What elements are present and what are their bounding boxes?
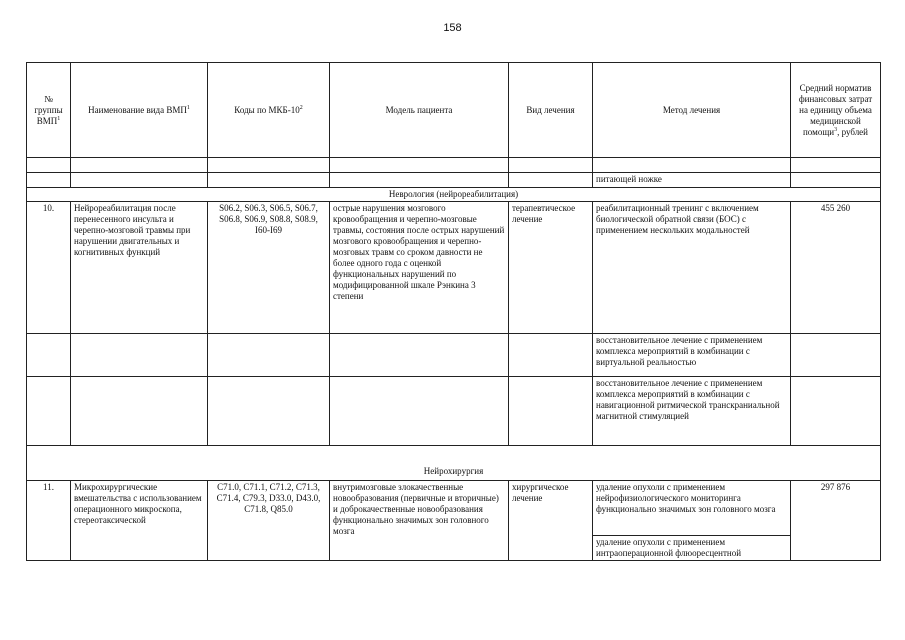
table-row [27, 481, 881, 536]
treatment-type-cell: хирургическое лечение [509, 481, 593, 561]
method-cell: реабилитационный тренинг с включением биологической обратной связи (БОС) с применением нескольких модальностей [593, 202, 791, 334]
vmp-table [26, 62, 881, 561]
cost-cell: 455 260 [791, 202, 881, 334]
section-title: Нейрохирургия [27, 446, 881, 481]
header-vmp-name: Наименование вида ВМП$^1$ [71, 63, 208, 158]
section-row [27, 188, 881, 202]
icd-codes-cell: C71.0, C71.1, C71.2, C71.3, C71.4, C79.3, D33.0, D43.0, C71.8, Q85.0 [208, 481, 330, 561]
header-avg-cost: Средний норматив финансовых затрат на единицу объема медицинской помощи$^3$, рублей [791, 63, 881, 158]
method-cell: удаление опухоли с применением интраоперационной флюоресцентной [593, 536, 791, 561]
vmp-name-cell: Микрохирургические вмешательства с использованием операционного микроскопа, стереотаксической [71, 481, 208, 561]
patient-model-cell: внутримозговые злокачественные новообразования (первичные и вторичные) и доброкачественные новообразования функционально значимых зон головного мозга [330, 481, 509, 561]
group-number: 10. [27, 202, 71, 334]
table-row [27, 377, 881, 446]
header-row [27, 63, 881, 158]
group-number: 11. [27, 481, 71, 561]
table-row [27, 173, 881, 188]
header-group-no: № группы ВМП$^1$ [27, 63, 71, 158]
patient-model-cell: острые нарушения мозгового кровообращения и черепно-мозговые травмы, состояния после острых нарушений мозгового кровообращения и черепно-мозговых травм со сроком давности не более одного года с оценкой функциональных нарушений по модифицированной шкале Рэнкина 3 степени [330, 202, 509, 334]
method-cell: восстановительное лечение с применением комплекса мероприятий в комбинации с навигационной ритмической транскраниальной магнитной стимуляцией [593, 377, 791, 446]
header-treatment-type: Вид лечения [509, 63, 593, 158]
method-cell: питающей ножке [593, 173, 791, 188]
method-cell: восстановительное лечение с применением комплекса мероприятий в комбинации с виртуальной реальностью [593, 334, 791, 377]
table-row [27, 202, 881, 334]
header-icd-codes: Коды по МКБ-$10^2$ [208, 63, 330, 158]
table-row [27, 158, 881, 173]
section-row [27, 446, 881, 481]
method-cell: удаление опухоли с применением нейрофизиологического мониторинга функционально значимых зон головного мозга [593, 481, 791, 536]
header-patient-model: Модель пациента [330, 63, 509, 158]
treatment-type-cell: терапевтическое лечение [509, 202, 593, 334]
icd-codes-cell: S06.2, S06.3, S06.5, S06.7, S06.8, S06.9, S08.8, S08.9, I60-I69 [208, 202, 330, 334]
cost-cell: 297 876 [791, 481, 881, 561]
table-row [27, 334, 881, 377]
page-number: 158 [443, 22, 462, 34]
header-treatment-method: Метод лечения [593, 63, 791, 158]
section-title: Неврология (нейрореабилитация) [27, 188, 881, 202]
vmp-name-cell: Нейрореабилитация после перенесенного инсульта и черепно-мозговой травмы при нарушении двигательных и когнитивных функций [71, 202, 208, 334]
